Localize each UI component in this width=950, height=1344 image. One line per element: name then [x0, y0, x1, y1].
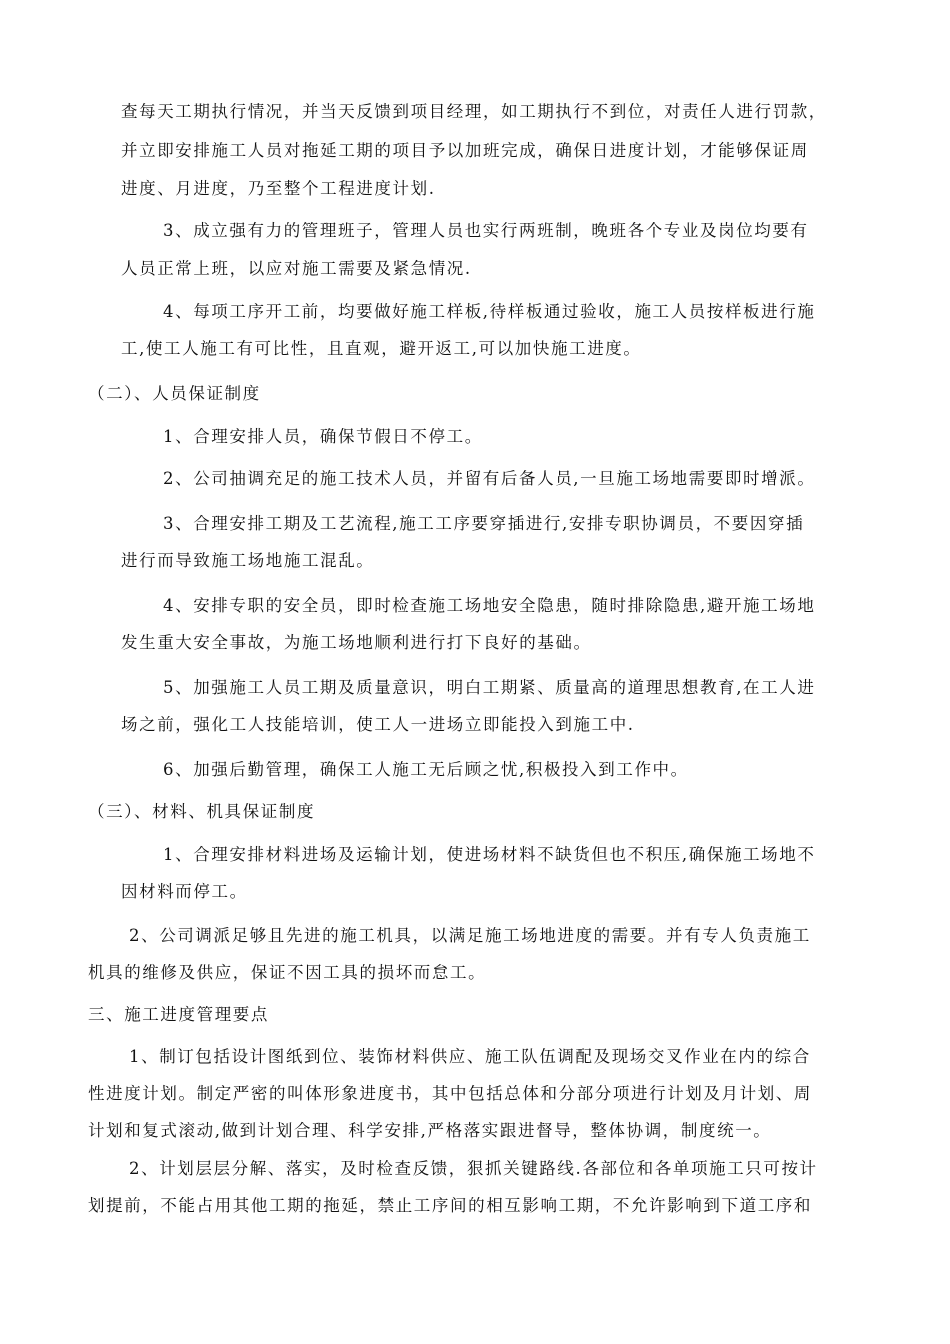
text-line: 机具的维修及供应，保证不因工具的损坏而怠工。: [88, 963, 487, 982]
text-line: 进行而导致施工场地施工混乱。: [121, 551, 375, 570]
text-line: 因材料而停工。: [121, 882, 248, 901]
text-line: 1、合理安排人员，确保节假日不停工。: [163, 427, 483, 446]
text-line: 查每天工期执行情况，并当天反馈到项目经理，如工期执行不到位，对责任人进行罚款，: [121, 102, 827, 121]
text-line: 进度、月进度，乃至整个工程进度计划.: [121, 179, 436, 198]
text-line: 计划和复式滚动,做到计划合理、科学安排,严格落实跟进督导，整体协调，制度统一。: [88, 1121, 772, 1140]
text-line: 3、合理安排工期及工艺流程,施工工序要穿插进行,安排专职协调员，不要因穿插: [163, 514, 805, 533]
text-line: 划提前，不能占用其他工期的拖延，禁止工序间的相互影响工期，不允许影响到下道工序和: [88, 1196, 812, 1215]
text-line: 2、公司调派足够且先进的施工机具，以满足施工场地进度的需要。并有专人负责施工: [129, 926, 811, 945]
text-line: 2、公司抽调充足的施工技术人员，并留有后备人员,一旦施工场地需要即时增派。: [163, 469, 816, 488]
text-line: 3、成立强有力的管理班子，管理人员也实行两班制，晚班各个专业及岗位均要有: [163, 221, 809, 240]
text-line: 性进度计划。制定严密的叫体形象进度书，其中包括总体和分部分项进行计划及月计划、周: [88, 1084, 812, 1103]
text-line: 2、计划层层分解、落实，及时检查反馈，狠抓关键路线.各部位和各单项施工只可按计: [129, 1159, 818, 1178]
text-line: 5、加强施工人员工期及质量意识，明白工期紧、质量高的道理思想教育,在工人进: [163, 678, 816, 697]
text-line: 4、每项工序开工前，均要做好施工样板,待样板通过验收，施工人员按样板进行施: [163, 302, 816, 321]
text-line: 工,使工人施工有可比性，且直观，避开返工,可以加快施工进度。: [121, 339, 642, 358]
text-line: 人员正常上班，以应对施工需要及紧急情况.: [121, 259, 472, 278]
text-line: 场之前，强化工人技能培训，使工人一进场立即能投入到施工中.: [121, 715, 635, 734]
text-line: 1、制订包括设计图纸到位、装饰材料供应、施工队伍调配及现场交叉作业在内的综合: [129, 1047, 811, 1066]
text-line: 发生重大安全事故，为施工场地顺利进行打下良好的基础。: [121, 633, 592, 652]
text-line: 4、安排专职的安全员，即时检查施工场地安全隐患，随时排除隐患,避开施工场地: [163, 596, 816, 615]
section-heading: 三、施工进度管理要点: [88, 1005, 269, 1024]
section-heading: （三）、材料、机具保证制度: [88, 802, 316, 821]
text-line: 并立即安排施工人员对拖延工期的项目予以加班完成，确保日进度计划，才能够保证周: [121, 141, 809, 160]
text-line: 1、合理安排材料进场及运输计划，使进场材料不缺货但也不积压,确保施工场地不: [163, 845, 816, 864]
section-heading: （二）、人员保证制度: [88, 384, 261, 403]
text-line: 6、加强后勤管理，确保工人施工无后顾之忧,积极投入到工作中。: [163, 760, 689, 779]
